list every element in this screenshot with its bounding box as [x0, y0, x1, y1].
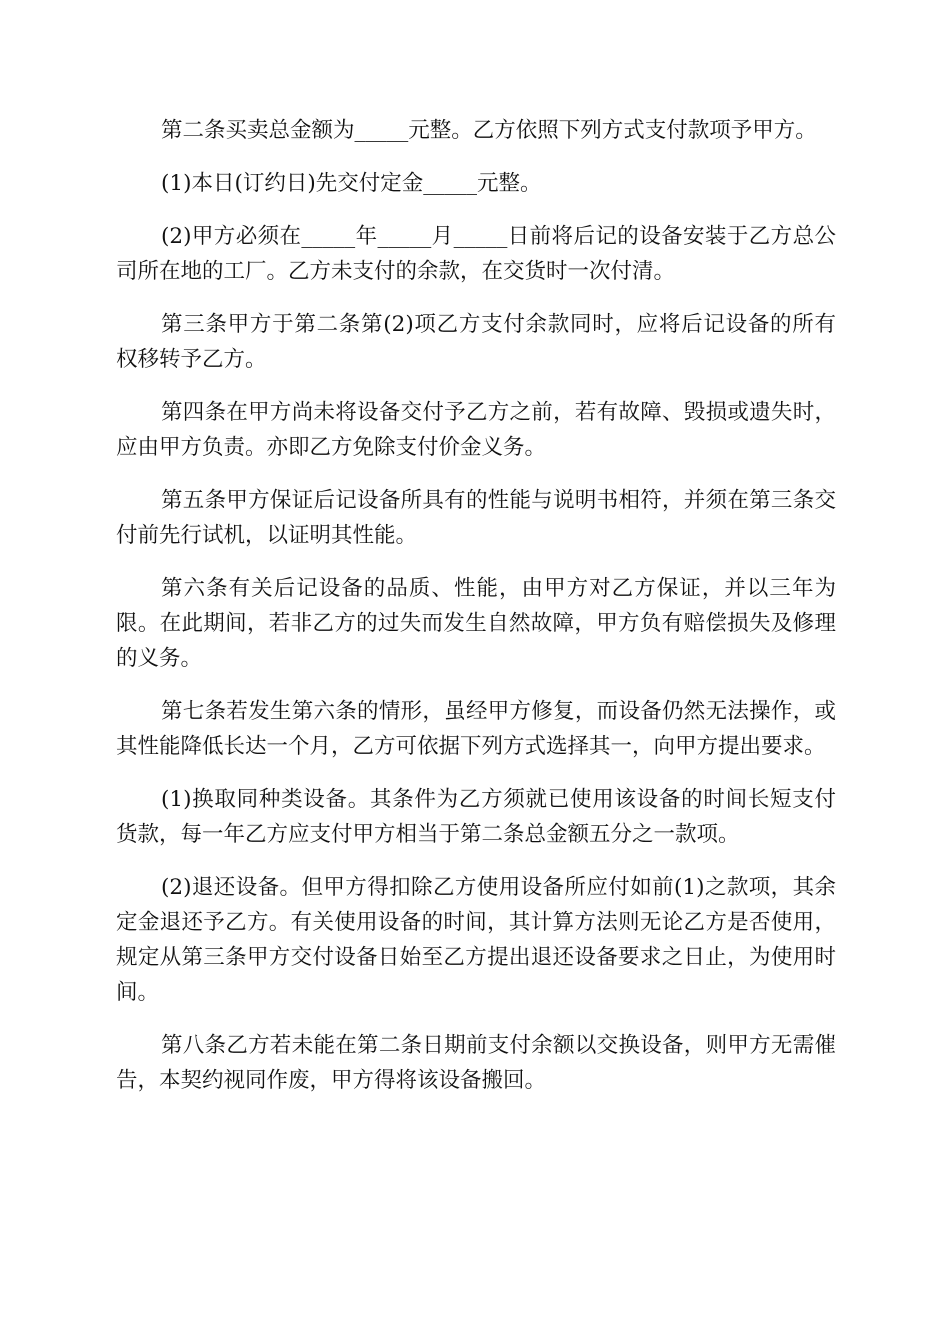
paragraph-article-7-item-2: (2)退还设备。但甲方得扣除乙方使用设备所应付如前(1)之款项，其余定金退还予乙方。有关使用设备的时间，其计算方法则无论乙方是否使用，规定从第三条甲方交付设备日始至乙方提出退还设备要求之日止，为使用时间。: [116, 875, 836, 1005]
paragraph-article-3: 第三条甲方于第二条第(2)项乙方支付余款同时，应将后记设备的所有权移转予乙方。: [116, 312, 836, 372]
paragraph-article-5: 第五条甲方保证后记设备所具有的性能与说明书相符，并须在第三条交付前先行试机，以证明其性能。: [116, 488, 836, 548]
paragraph-article-6: 第六条有关后记设备的品质、性能，由甲方对乙方保证，并以三年为限。在此期间，若非乙方的过失而发生自然故障，甲方负有赔偿损失及修理的义务。: [116, 576, 836, 671]
document-body: [116, 113, 836, 1116]
paragraph-article-2-item-1: (1)本日(订约日)先交付定金_____元整。: [161, 171, 542, 196]
paragraph-article-8: 第八条乙方若未能在第二条日期前支付余额以交换设备，则甲方无需催告，本契约视同作废，甲方得将该设备搬回。: [116, 1033, 836, 1093]
paragraph-article-7-item-1: (1)换取同种类设备。其条件为乙方须就已使用该设备的时间长短支付货款，每一年乙方应支付甲方相当于第二条总金额五分之一款项。: [116, 787, 836, 847]
paragraph-article-4: 第四条在甲方尚未将设备交付予乙方之前，若有故障、毁损或遗失时，应由甲方负责。亦即乙方免除支付价金义务。: [116, 400, 836, 460]
paragraph-article-7: 第七条若发生第六条的情形，虽经甲方修复，而设备仍然无法操作，或其性能降低长达一个月，乙方可依据下列方式选择其一，向甲方提出要求。: [116, 699, 836, 759]
paragraph-article-2: 第二条买卖总金额为_____元整。乙方依照下列方式支付款项予甲方。: [161, 118, 817, 143]
paragraph-article-2-item-2: (2)甲方必须在_____年_____月_____日前将后记的设备安装于乙方总公司所在地的工厂。乙方未支付的余款，在交货时一次付清。: [116, 224, 836, 284]
